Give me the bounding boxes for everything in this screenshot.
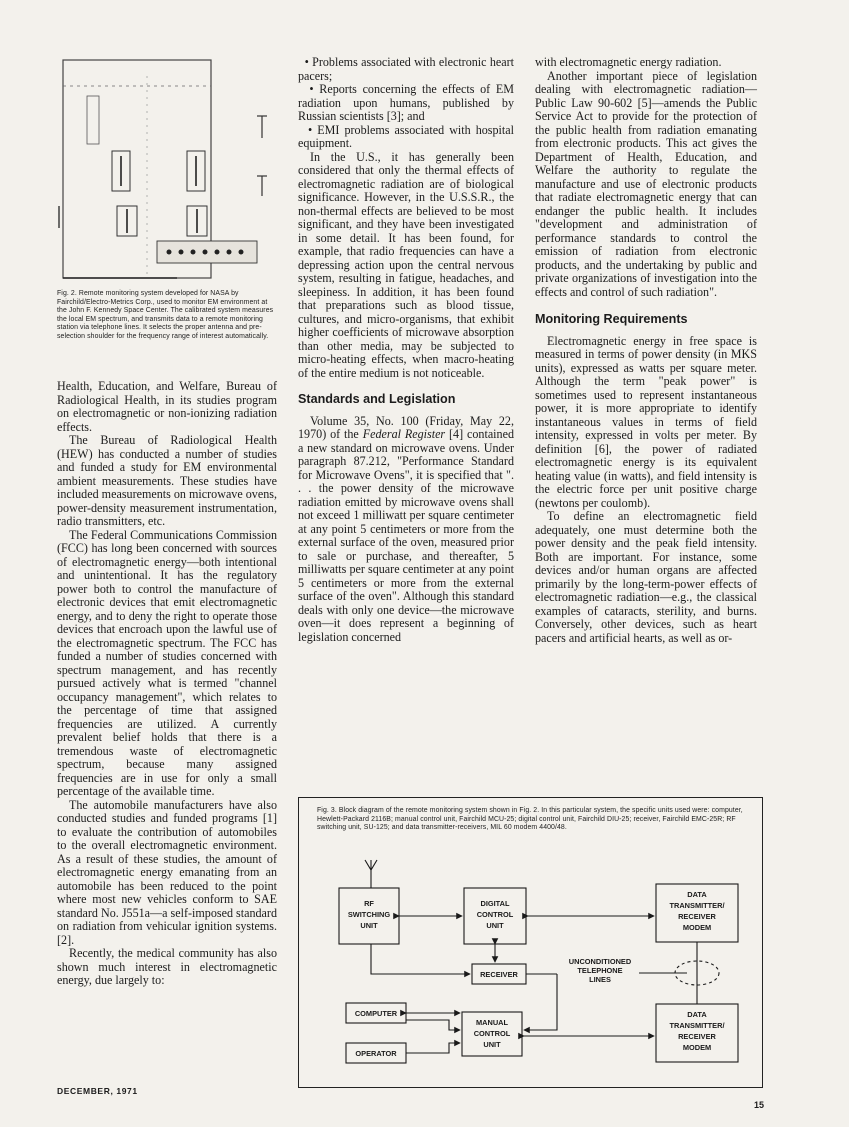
- manual-label-2: CONTROL: [473, 1029, 511, 1038]
- data-bottom-label-2: TRANSMITTER/: [669, 1021, 725, 1030]
- bullet-item: • Problems associated with electronic heart pacers;: [298, 55, 514, 83]
- column-1: [57, 380, 277, 988]
- lines-label-2: TELEPHONE: [577, 966, 623, 975]
- manual-label-3: UNIT: [483, 1040, 501, 1049]
- paragraph: with electromagnetic energy radiation.: [535, 55, 722, 69]
- data-bottom-label-4: MODEM: [682, 1043, 712, 1052]
- paragraph: To define an electromagnetic field adequately, one must determine both the power density and the peak field intensity. Both are important. For instance, some devices and/or human organs are affected primarily by the long-term-power effects of electromagnetic radiation—e.g., the classical examples of cataracts, sterility, and burns. Conversely, other devices, such as heart pacers and artificial hearts, as well as or-: [535, 509, 757, 645]
- paragraph: Electromagnetic energy in free space is measured in terms of power density (in MKS units), expressed as watts per square meter. Although the term "peak power" is sometimes used to represent instantaneous power, it is more appropriate to identify instantaneous values in terms of field intensity, expressed in volts per meter. By definition [6], the power of radiated electromagnetic energy is its equivalent heating value (in watts), and field intensity is the electric force per unit positive charge (newtons per coulomb).: [535, 333, 757, 510]
- data-top-label-1: DATA: [687, 890, 707, 899]
- section-heading: Standards and Legislation: [298, 392, 456, 406]
- lines-label-3: LINES: [589, 975, 611, 984]
- paragraph: Volume 35, No. 100 (Friday, May 22, 1970) of the Federal Register [4] contained a new standard on microwave ovens. Under paragraph 87.212, "Performance Standard for Microwave Ovens", it is specified that ". . . the power density of the microwave radiation emitted by microwave ovens shall not exceed 1 milliwatt per square centimeter at any point 5 centimeters or more from the external surface of the oven, measured prior to sale or purchase, and thereafter, 5 milliwatts per square centimeter at any point 5 centimeters or more from the external surface of the oven". Although this standard deals with only one device—the microwave oven—it does represent a beginning of legislation concerned: [298, 413, 515, 644]
- data-top-label-3: RECEIVER: [678, 912, 716, 921]
- manual-label-1: MANUAL: [475, 1018, 509, 1027]
- receiver-label: RECEIVER: [480, 970, 518, 979]
- column-3: [535, 56, 757, 645]
- block-diagram: [299, 798, 764, 1089]
- paragraph: Health, Education, and Welfare, Bureau of Radiological Health, in its studies program on electromagnetic or non-ionizing radiation effects.: [57, 379, 277, 434]
- data-top-label-4: MODEM: [682, 923, 712, 932]
- paragraph: Another important piece of legislation dealing with electromagnetic radiation—Public Law 90-602 [5]—amends the Public Service Act to provide for the protection of the public health from radiation emanating from electronic products. This act gives the Department of Health, Education, and Welfare the authority to regulate the manufacture and use of electronic products that radiate electromagnetic energy that can endanger the public health. It includes "development and administration of performance standards to control the emission of radiation from electronic products, and the undertaking by public and private organizations of investigation into the effects and control of such radiation".: [535, 68, 757, 299]
- data-bottom-label-3: RECEIVER: [678, 1032, 716, 1041]
- paragraph: In the U.S., it has generally been considered that only the thermal effects of electromagnetic radiation are of biological significance. However, in the U.S.S.R., the non-thermal effects are believed to be most significant, and they have been investigated in some detail. It has been found, for example, that radio frequencies can have a depressing action upon the central nervous system, resulting in fatigue, headaches, and sleepiness. In addition, it has been found that preparations such as blood tissue, cultures, and micro-organisms, that exhibit higher coefficients of microwave absorption than other media, may be subjected to micro-heating effects, when macro-heating of the entire medium is not noticeable.: [298, 149, 514, 380]
- figure-3: [298, 797, 763, 1088]
- rf-label-3: UNIT: [360, 921, 378, 930]
- paragraph: Recently, the medical community has also shown much interest in electromagnetic energy, due largely to:: [57, 946, 277, 987]
- paragraph: The Bureau of Radiological Health (HEW) has conducted a number of studies and funded a study for EM environmental ambient measurements. These studies have included measurements on microwave ovens, power-density measurement instrumentation, radio transmitters, etc.: [57, 433, 277, 528]
- paragraph: The Federal Communications Commission (FCC) has long been concerned with sources of electromagnetic energy—both intentional and unintentional. It has the regulatory power both to control the manufacture of electronic devices that emit electromagnetic energy, and to deny the right to operate those devices that encroach upon the lawful use of the electromagnetic spectrum. The FCC has funded a number of studies concerned with spectrum management, and has recently pursued actively what is termed "channel occupancy management", which relates to the percentage of time that assigned frequencies are utilized. A currently prevalent belief holds that there is a tremendous waste of electromagnetic spectrum, because many assigned frequencies are in use for only a small percentage of the available time.: [57, 527, 277, 798]
- computer-label: COMPUTER: [354, 1009, 398, 1018]
- figure-3-caption: Fig. 3. Block diagram of the remote monitoring system shown in Fig. 2. In this particular system, the specific units used were: computer, Hewlett-Packard 2116B; manual control unit, Fairchild MCU-25; digital control unit, Fairchild DIU-25; receiver, Fairchild EMC-25R; RF switching unit, SU-125; and data transmitter-receivers, MIL 60 modem 4400/48.: [317, 807, 743, 832]
- lines-label-1: UNCONDITIONED: [568, 957, 632, 966]
- rf-label-1: RF: [364, 899, 374, 908]
- bullet-item: • EMI problems associated with hospital equipment.: [298, 122, 515, 150]
- page-number: 15: [754, 1100, 765, 1110]
- column-2: [298, 56, 514, 644]
- figure-2-caption: Fig. 2. Remote monitoring system developed for NASA by Fairchild/Electro-Metrics Corp., used to monitor EM environment at the John F. Kennedy Space Center. The calibrated system measures the local EM spectrum, and transmits data to a remote monitoring station via telephone lines. It selects the proper antenna and pre-selection shoulder for the frequency range of interest automatically.: [57, 290, 274, 340]
- bullet-text: EMI problems associated with hospital equipment.: [298, 122, 515, 150]
- data-bottom-label-1: DATA: [687, 1010, 707, 1019]
- bullet-text: Reports concerning the effects of EM radiation upon humans, published by Russian scientists [3]; and: [298, 82, 514, 123]
- rf-label-2: SWITCHING: [347, 910, 391, 919]
- bullet-text: Problems associated with electronic heart pacers;: [298, 55, 514, 83]
- fig2-photo: [57, 56, 277, 284]
- digital-label-1: DIGITAL: [480, 899, 510, 908]
- footer-date: DECEMBER, 1971: [57, 1086, 138, 1096]
- paragraph: The automobile manufacturers have also conducted studies and funded programs [1] to evaluate the contribution of automobiles to the overall electromagnetic environment. As a result of these studies, the amount of electromagnetic energy emanating from an automobile has been reduced to the point where most new vehicles conform to SAE standard No. J551a—a self-imposed standard on radiation from vehicular ignition systems. [2].: [57, 797, 277, 947]
- digital-label-2: CONTROL: [476, 910, 514, 919]
- data-top-label-2: TRANSMITTER/: [669, 901, 725, 910]
- bullet-item: • Reports concerning the effects of EM radiation upon humans, published by Russian scientists [3]; and: [298, 82, 514, 123]
- section-heading: Monitoring Requirements: [535, 312, 688, 326]
- digital-label-3: UNIT: [486, 921, 504, 930]
- operator-label: OPERATOR: [355, 1049, 397, 1058]
